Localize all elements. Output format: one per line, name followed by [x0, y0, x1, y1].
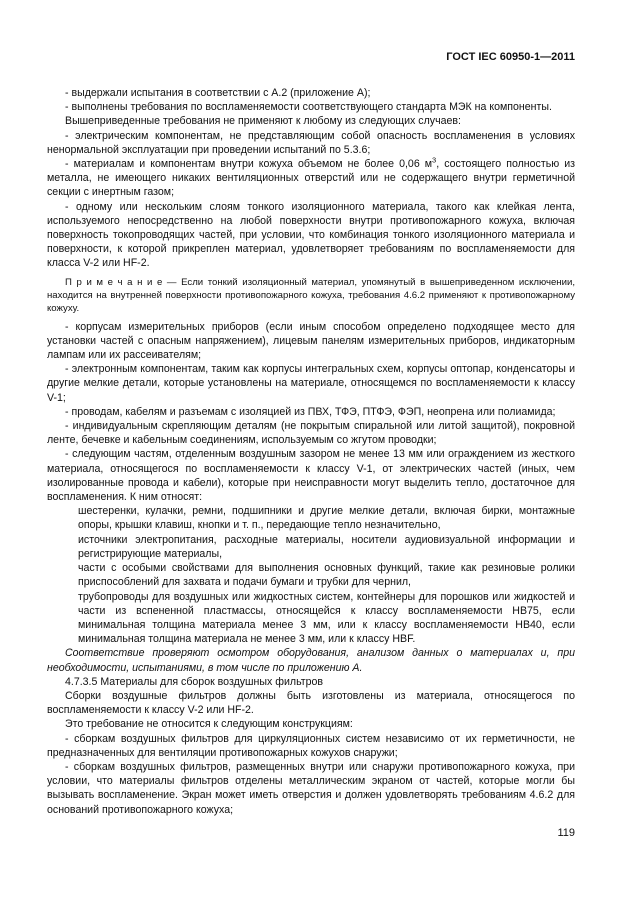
section-heading-4735: 4.7.3.5 Материалы для сборок воздушных фильтров: [65, 675, 324, 688]
superscript-cubed: 3: [432, 155, 437, 165]
paragraph-metal-enclosure-post: , состоящего полностью из металла, не имеющего никаких вентиляционных отверстий или не содержащего внутри герметичной секции с инертным газом;: [47, 158, 575, 199]
paragraph-electric-components: - электрическим компонентам, не представляющим собой опасность воспламенения в условиях ненормальной эксплуатации при проведении испытаний по 5.3.6;: [47, 129, 575, 156]
paragraph-wires-cables: - проводам, кабелям и разъемам с изоляцией из ПВХ, ТФЭ, ПТФЭ, ФЭП, неопрена или полиамида;: [65, 405, 556, 418]
paragraph-requirement-not-apply-constructions: Это требование не относится к следующим конструкциям:: [65, 718, 353, 731]
page-number: 119: [557, 827, 575, 839]
paragraph-air-gap-parts: - следующим частям, отделенным воздушным зазором не менее 13 мм или ограждением из жесткого материала, относящегося по воспламеняемости к классу V-1, от электрических частей (иных, чем изолированные провода и кабели), которые при неисправности могут выделить тепло, достаточное для воспламенения. К ним относят:: [47, 448, 575, 504]
document-body: [47, 86, 575, 817]
paragraph-tests-a2: - выдержали испытания в соответствии с А.2 (приложение А);: [65, 87, 371, 99]
document-header: ГОСТ IEC 60950-1—2011: [446, 51, 575, 63]
paragraph-fastening-parts: - индивидуальным скрепляющим деталям (не покрытым спиральной или литой защитой), покровной ленте, бечевке и кабельным соединениям, используемым со жгутом проводки;: [47, 420, 575, 447]
paragraph-electronic-components: - электронным компонентам, таким как корпусы интегральных схем, корпусы оптопар, конденсаторы и другие мелкие детали, которые установлены на материале, относящемся по воспламеняемости к классу V-1;: [47, 363, 575, 404]
paragraph-iec-flammability: - выполнены требования по воспламеняемости соответствующего стандарта МЭК на компоненты.: [65, 101, 552, 114]
paragraph-compliance-check: Соответствие проверяют осмотром оборудования, анализом данных о материалах и, при необходимости, испытаниями, в том числе по приложению А.: [47, 647, 575, 674]
sub-item-special-parts: части с особыми свойствами для выполнения основных функций, такие как резиновые ролики приспособлений для захвата и подачи бумаги и трубки для чернил,: [78, 562, 575, 589]
paragraph-circulation-filters: - сборкам воздушных фильтров для циркуляционных систем независимо от их герметичности, не предназначенных для вентиляции противопожарных кожухов снаружи;: [47, 732, 575, 759]
paragraph-filters-metal-screen: - сборкам воздушных фильтров, размещенных внутри или снаружи противопожарного кожуха, при условии, что материалы фильтров отделены металлическим экраном от частей, которые могли бы вызывать воспламенение. Экран может иметь отверстия и должен удовлетворять требованиям 4.6.2 для оснований противопожарного кожуха;: [47, 760, 575, 816]
paragraph-metal-enclosure-pre: - материалам и компонентам внутри кожуха объемом не более 0,06 м: [65, 158, 433, 171]
paragraph-requirements-not-apply: Вышеприведенные требования не применяют к любому из следующих случаев:: [65, 115, 461, 128]
sub-item-power-sources: источники электропитания, расходные материалы, носители аудиовизуальной информации и регистрирующие материалы,: [78, 533, 575, 560]
sub-item-gears: шестеренки, кулачки, ремни, подшипники и другие мелкие детали, включая бирки, монтажные опоры, крышки клавиш, кнопки и т. п., передающие тепло незначительно,: [78, 505, 575, 532]
paragraph-filter-assemblies: Сборки воздушные фильтров должны быть изготовлены из материала, относящегося по воспламеняемости к классу V-2 или HF-2.: [47, 689, 575, 717]
paragraph-instrument-housings: - корпусам измерительных приборов (если иным способом определено подходящее место для установки частей с опасным напряжением), лицевым панелям измерительных приборов, индикаторным лампам или их рассеивателям;: [47, 320, 575, 362]
note-block: П р и м е ч а н и е — Если тонкий изоляционный материал, упомянутый в вышеприведенном исключении, находится на внутренней поверхности противопожарного кожуха, требования 4.6.2 применяют к противопожарному кожуху.: [47, 276, 575, 314]
sub-item-pipes-foam: трубопроводы для воздушных или жидкостных систем, контейнеры для порошков или жидкостей и части из вспененной пластмассы, относящейся к классу воспламеняемости НВ75, если минимальная толщина материала менее 3 мм, или к классу воспламеняемости НВ40, если минимальная толщина материала не менее 3 мм, или к классу HBF.: [78, 590, 575, 646]
paragraph-metal-enclosure: [47, 157, 575, 200]
paragraph-thin-insulation: - одному или нескольким слоям тонкого изоляционного материала, такого как клейкая лента, используемого непосредственно на любой поверхности внутри противопожарного кожуха, включая поверхность токопроводящих частей, при условии, что комбинация тонкого изоляционного материала и поверхности, к которой прикреплен материал, удовлетворяет требованиям по воспламеняемости для класса V-2 или HF-2.: [47, 200, 575, 270]
